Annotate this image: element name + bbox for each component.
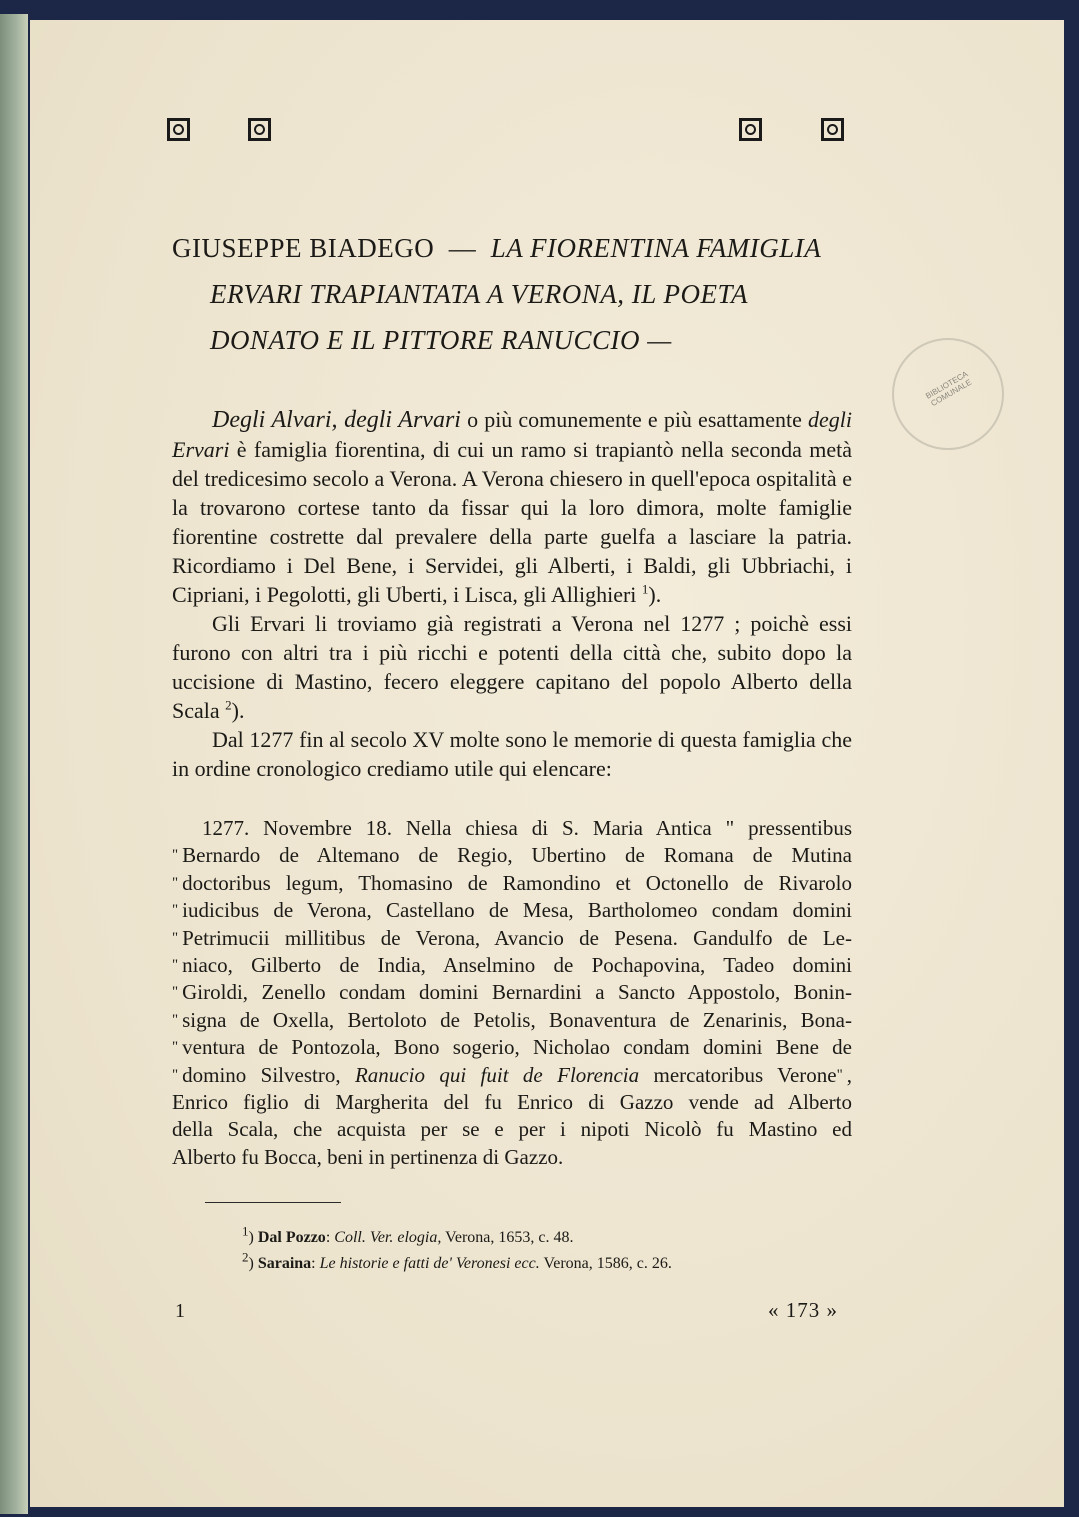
ornament-square-icon <box>167 118 190 141</box>
footnote-number: 2 <box>242 1249 249 1265</box>
title-italic: ERVARI TRAPIANTATA A VERONA, IL POETA <box>210 279 748 309</box>
quote-mark: " <box>172 1011 179 1028</box>
italic-lead: degli Ervari <box>172 407 853 462</box>
document-excerpt <box>172 815 852 1171</box>
document-line <box>172 870 852 897</box>
paragraph-text: è famiglia fiorentina, di cui un ramo si trapiantò nella seconda metà del tredicesimo secolo a Verona. A Verona chiesero in quell'epoca ospitalità e la trovarono cortese tanto da fissar qui la loro dimora, molte famiglie fiorentine costrette dal prevalere della parte guelfa a lasciare la patria. Ricordiamo i Del Bene, i Servidei, gli Alberti, i Baldi, gli Ubbriachi, i Cipriani, i Pegolotti, gli Uberti, i Lisca, gli Allighieri <box>172 437 852 607</box>
footnote-text: Verona, 1653, c. 48. <box>441 1229 574 1246</box>
paragraph <box>172 609 852 725</box>
book-page <box>30 20 1064 1507</box>
paragraph-text: Gli Ervari li troviamo già registrati a Verona nel 1277 ; poichè essi furono con altri tra i più ricchi e potenti della città che, subito dopo la uccisione di Mastino, fecero eleggere capitano del popolo Alberto della Scala <box>172 611 852 723</box>
quote-mark: " <box>172 847 179 864</box>
title-dash: — <box>448 233 477 263</box>
footnote-ref: 2 <box>225 697 232 713</box>
footnote-number: 1 <box>242 1223 249 1239</box>
footnote: $^1$) Dal Pozzo: Coll. Ver. elogia, Verona, 1653, c. 48. <box>242 1223 574 1246</box>
italic-lead: Degli Alvari, degli Arvari <box>212 407 461 433</box>
document-line: della Scala, che acquista per se e per i nipoti Nicolò fu Mastino ed <box>172 1117 852 1142</box>
quote-mark: " <box>172 984 179 1001</box>
ornament-square-icon <box>248 118 271 141</box>
document-line <box>172 925 852 952</box>
quote-mark: " <box>172 1066 179 1083</box>
footnote: $^2$) Saraina: Le historie e fatti de' Veronesi ecc. Verona, 1586, c. 26. <box>242 1249 672 1272</box>
document-line <box>172 897 852 924</box>
body-text <box>172 405 852 783</box>
footnote-work: Le historie e fatti de' Veronesi ecc. <box>319 1255 540 1272</box>
paragraph-text: o più comunemente e più esattamente <box>460 407 802 432</box>
paragraph <box>172 725 852 783</box>
quote-mark: " <box>172 1039 179 1056</box>
printer-signature: 1 <box>175 1300 185 1322</box>
quote-mark: " <box>172 902 179 919</box>
document-line-text: signa de Oxella, Bertoloto de Petolis, Bonaventura de Zenarinis, Bona- <box>182 1007 852 1032</box>
paragraph-text: ). <box>648 582 662 607</box>
footnote-work: Coll. Ver. elogia, <box>334 1229 442 1246</box>
document-line-text: mercatoribus Verone <box>653 1062 837 1087</box>
footnote-text: Verona, 1586, c. 26. <box>539 1255 672 1272</box>
title-line <box>172 317 872 363</box>
paragraph <box>172 405 852 609</box>
facing-page-edge <box>0 14 28 1514</box>
title-italic: LA FIORENTINA FAMIGLIA <box>490 233 822 263</box>
document-line: Enrico figlio di Margherita del fu Enrico di Gazzo vende ad Alberto <box>172 1090 852 1115</box>
title-italic: DONATO E IL PITTORE RANUCCIO — <box>210 325 672 355</box>
paragraph-text: ). <box>231 698 245 723</box>
italic-name: Ranucio qui fuit de Florencia <box>354 1062 640 1087</box>
document-line-text: domino Silvestro, <box>182 1062 341 1087</box>
article-title <box>172 225 872 363</box>
title-line <box>172 271 872 317</box>
document-line-text: niaco, Gilberto de India, Anselmino de Pochapovina, Tadeo domini <box>182 953 852 978</box>
ornament-square-icon <box>739 118 762 141</box>
document-line <box>172 1034 852 1061</box>
document-line-text: doctoribus legum, Thomasino de Ramondino et Octonello de Rivarolo <box>182 870 852 895</box>
document-line <box>172 952 852 979</box>
footnotes <box>242 1225 842 1277</box>
title-line <box>172 225 872 271</box>
document-line-text: Giroldi, Zenello condam domini Bernardini a Sancto Appostolo, Bonin- <box>182 980 852 1005</box>
quote-mark: " <box>836 1066 843 1083</box>
quote-mark: " <box>172 929 179 946</box>
document-line-text: Petrimucii millitibus de Verona, Avancio de Pesena. Gandulfo de Le- <box>182 925 852 950</box>
footnote-author: Dal Pozzo <box>257 1229 326 1246</box>
document-line <box>172 1007 852 1034</box>
page-number: « 173 » <box>768 1298 838 1322</box>
document-line-text: ventura de Pontozola, Bono sogerio, Nicholao condam domini Bene de <box>182 1035 852 1060</box>
footnote-ref: 1 <box>641 581 649 597</box>
document-line <box>172 842 852 869</box>
document-line <box>172 979 852 1006</box>
stamp-text: BIBLIOTECA COMUNALE <box>924 369 974 409</box>
document-line-text: Bernardo de Altemano de Regio, Ubertino de Romana de Mutina <box>182 843 852 868</box>
footnote-separator <box>205 1202 341 1203</box>
document-line: " domino Silvestro, Ranucio qui fuit de Florencia mercatoribus Verone" , <box>172 1062 852 1087</box>
ornament-square-icon <box>821 118 844 141</box>
quote-mark: " <box>172 957 179 974</box>
library-stamp <box>892 338 1004 450</box>
document-line-text: iudicibus de Verona, Castellano de Mesa, Bartholomeo condam domini <box>182 898 852 923</box>
document-line: Alberto fu Bocca, beni in pertinenza di Gazzo. <box>172 1144 564 1169</box>
paragraph-text: Dal 1277 fin al secolo XV molte sono le memorie di questa famiglia che in ordine cronologico crediamo utile qui elencare: <box>172 727 852 781</box>
title-author: GIUSEPPE BIADEGO <box>172 233 435 263</box>
footnote-author: Saraina <box>257 1255 312 1272</box>
quote-mark: " <box>172 874 179 891</box>
document-line: 1277. Novembre 18. Nella chiesa di S. Maria Antica " pressentibus <box>202 816 852 840</box>
